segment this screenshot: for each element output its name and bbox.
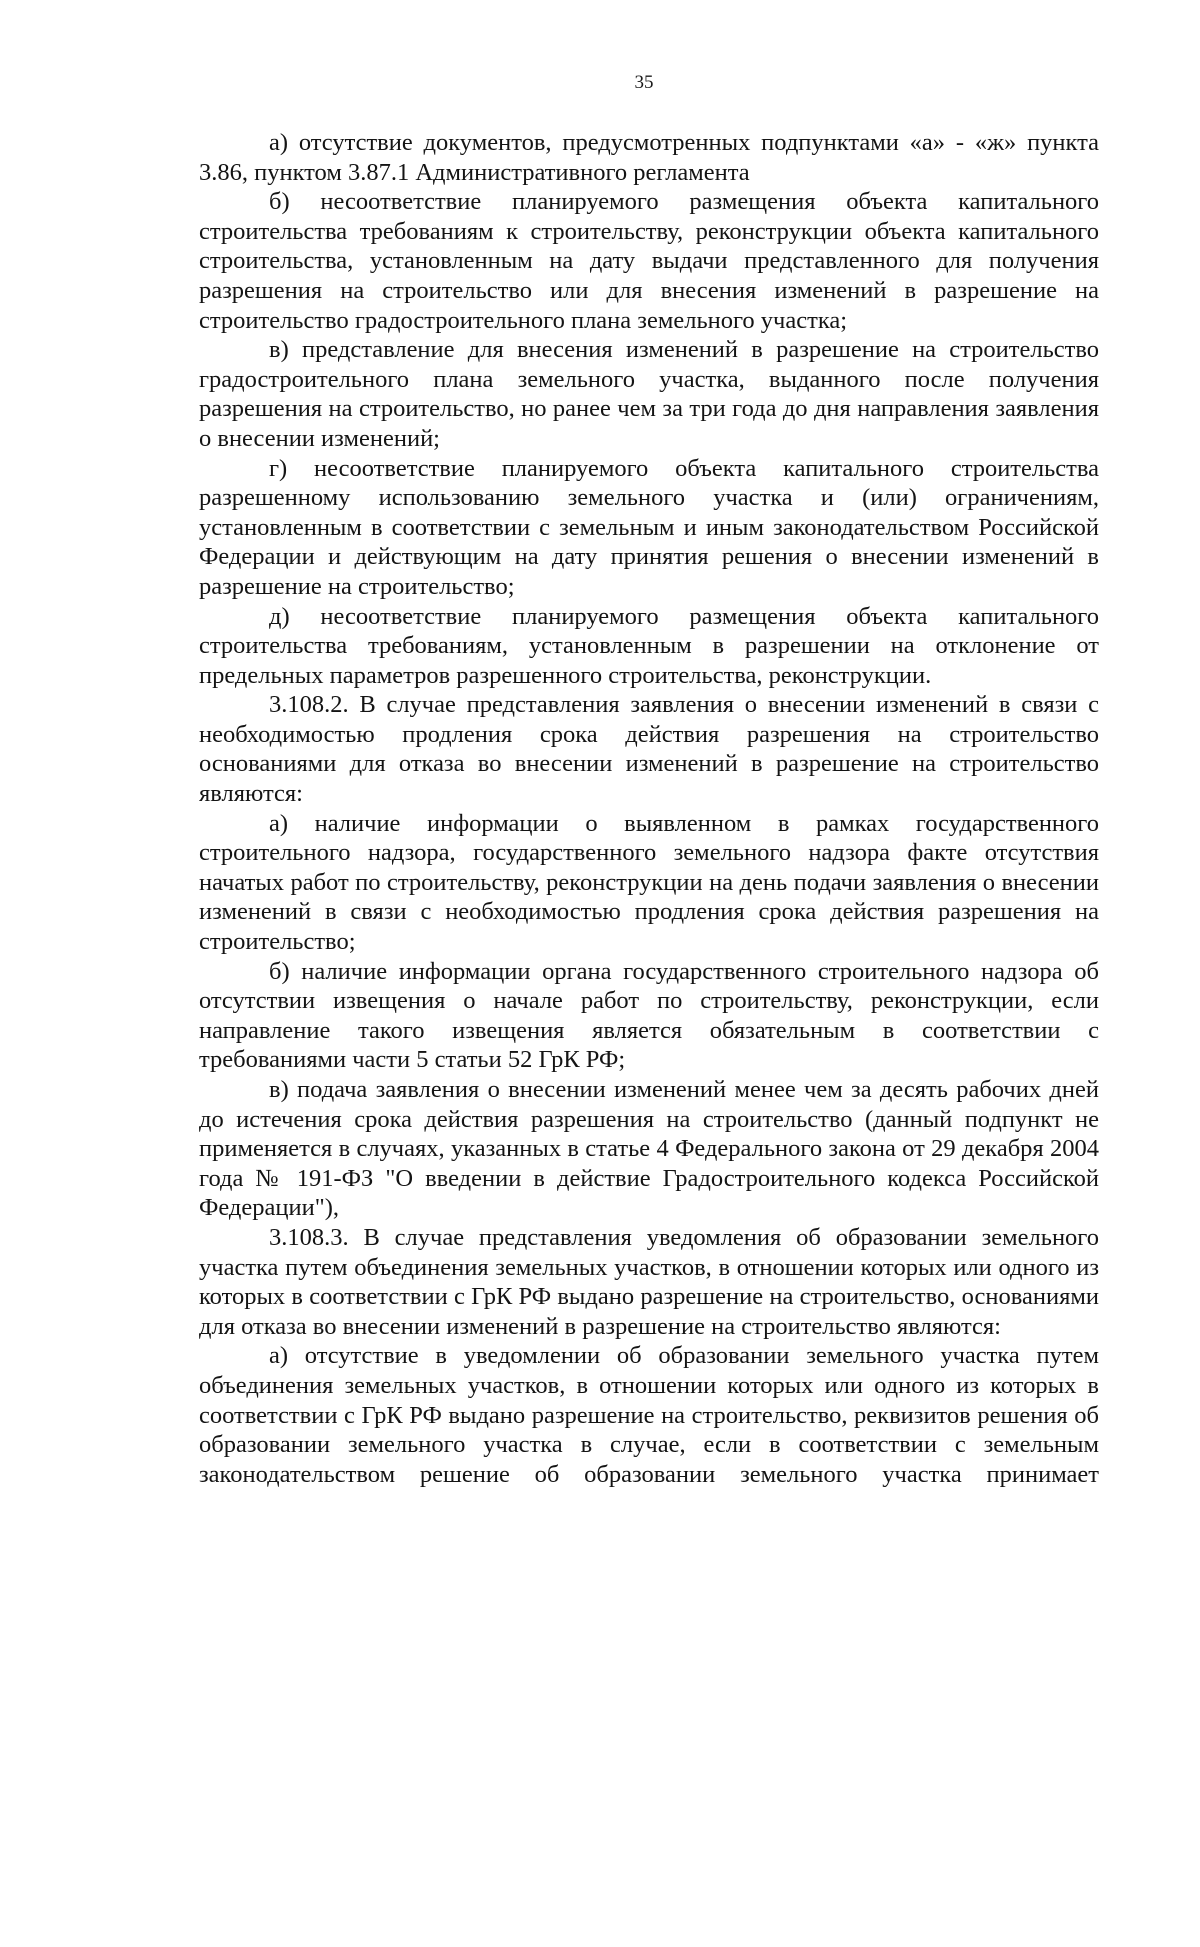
paragraph-3-108-2-b: б) наличие информации органа государственного строительного надзора об отсутствии извещения о начале работ по строительству, реконструкции, если направление такого извещения является обязательным в соответствии с требованиями части 5 статьи 52 ГрК РФ; bbox=[199, 957, 1099, 1074]
paragraph-3-108-1-v: в) представление для внесения изменений в разрешение на строительство градостроительного плана земельного участка, выданного после получения разрешения на строительство, но ранее чем за три года до дня направления заявления о внесении изменений; bbox=[199, 336, 1099, 452]
paragraph-3-108-2: 3.108.2. В случае представления заявления о внесении изменений в связи с необходимостью продления срока действия разрешения на строительство основаниями для отказа во внесении изменений в разрешение на строительство являются: bbox=[199, 691, 1099, 808]
page-number: 35 bbox=[634, 72, 654, 93]
paragraph-3-108-1-a: а) отсутствие документов, предусмотренных подпунктами «а» - «ж» пункта 3.86, пунктом 3.87.1 Административного регламента bbox=[199, 129, 1099, 186]
paragraph-3-108-2-v: в) подача заявления о внесении изменений менее чем за десять рабочих дней до истечения срока действия разрешения на строительство (данный подпункт не применяется в случаях, указанных в статье 4 Федерального закона от 29 декабря 2004 года № 191-ФЗ "О введении в действие Градостроительного кодекса Российской Федерации"), bbox=[199, 1076, 1099, 1222]
paragraph-3-108-1-d: д) несоответствие планируемого размещения объекта капитального строительства требованиям, установленным в разрешении на отклонение от предельных параметров разрешенного строительства, реконструкции. bbox=[199, 602, 1099, 689]
paragraph-3-108-2-a: а) наличие информации о выявленном в рамках государственного строительного надзора, государственного земельного надзора факте отсутствия начатых работ по строительству, реконструкции на день подачи заявления о внесении изменений в связи с необходимостью продления срока действия разрешения на строительство; bbox=[199, 809, 1099, 956]
paragraph-3-108-1-b: б) несоответствие планируемого размещения объекта капитального строительства требованиям к строительству, реконструкции объекта капитального строительства, установленным на дату выдачи представленного для получения разрешения на строительство или для внесения изменений в разрешение на строительство градостроительного плана земельного участка; bbox=[199, 188, 1099, 334]
paragraph-3-108-3-a: а) отсутствие в уведомлении об образовании земельного участка путем объединения земельных участков, в отношении которых или одного из которых в соответствии с ГрК РФ выдано разрешение на строительство, реквизитов решения об образовании земельного участка в случае, если в соответствии с земельным законодательством решение об образовании земельного участка принимает bbox=[199, 1342, 1099, 1488]
paragraph-3-108-3: 3.108.3. В случае представления уведомления об образовании земельного участка путем объединения земельных участков, в отношении которых или одного из которых в соответствии с ГрК РФ выдано разрешение на строительство, основаниями для отказа во внесении изменений в разрешение на строительство являются: bbox=[199, 1223, 1099, 1340]
paragraph-3-108-1-g: г) несоответствие планируемого объекта капитального строительства разрешенному использованию земельного участка и (или) ограничениям, установленным в соответствии с земельным и иным законодательством Российской Федерации и действующим на дату принятия решения о внесении изменений в разрешение на строительство; bbox=[199, 454, 1099, 600]
document-body bbox=[199, 128, 1099, 1489]
